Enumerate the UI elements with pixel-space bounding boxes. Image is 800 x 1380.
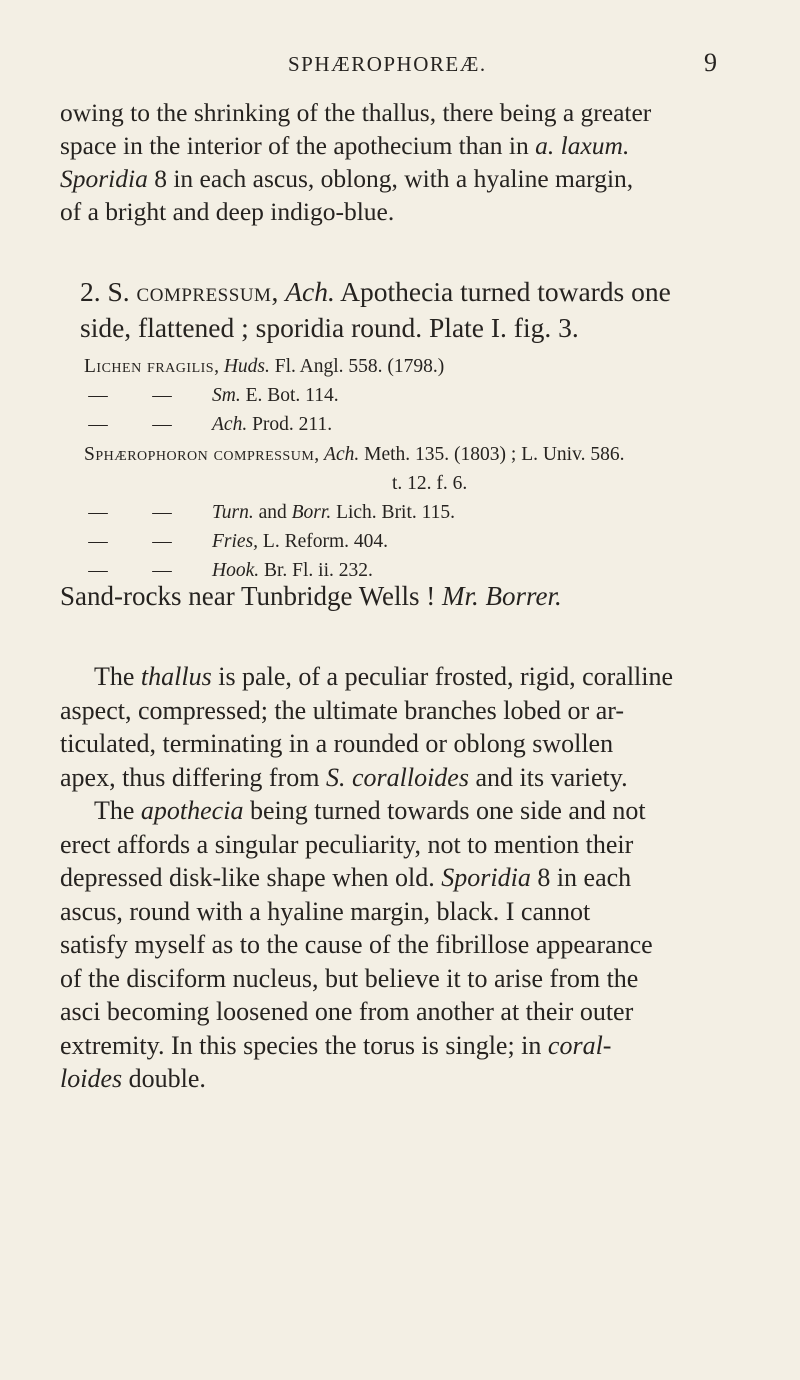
text-line: depressed disk-like shape when old. Sporidia 8 in each: [60, 863, 632, 892]
text-line: loides double.: [60, 1064, 206, 1093]
text-line: ascus, round with a hyaline margin, black. I cannot: [60, 896, 591, 926]
text-line: ticulated, terminating in a rounded or oblong swollen: [60, 729, 614, 758]
species-name: compressum: [136, 276, 272, 307]
author-abbrev: Ach.: [285, 276, 335, 307]
text-line: 2. S. compressum, Ach. Apothecia turned towards one: [80, 276, 671, 307]
text-line: aspect, compressed; the ultimate branches lobed or ar-: [60, 695, 625, 725]
synonym-row: — — Hook. Br. Fl. ii. 232.: [88, 560, 373, 582]
page-number: 9: [704, 48, 717, 77]
description-paragraph: [60, 660, 760, 1096]
text-line: asci becoming loosened one from another at their outer: [60, 997, 634, 1026]
locality-line: Sand-rocks near Tunbridge Wells ! Mr. Borrer.: [60, 581, 562, 611]
synonym-row-continued: t. 12. f. 6.: [392, 472, 468, 494]
text-line: The thallus is pale, of a peculiar frosted, rigid, coralline: [94, 662, 674, 691]
synonym-row: — — Sm. E. Bot. 114.: [88, 385, 339, 407]
synonymy-list: [84, 352, 774, 586]
term-sporidia: Sporidia: [60, 164, 148, 193]
running-head: SPHÆROPHOREÆ.: [288, 52, 487, 76]
variety-name: a. laxum.: [535, 131, 630, 160]
text-line: side, flattened ; sporidia round. Plate I. fig. 3.: [80, 312, 579, 343]
species-entry-heading: [80, 274, 760, 346]
synonym-row: — — Ach. Prod. 211.: [88, 414, 333, 436]
text-line: apex, thus differing from S. coralloides and its variety.: [60, 762, 628, 792]
text-line: satisfy myself as to the cause of the fibrillose appearance: [60, 930, 653, 959]
synonym-row: — — Fries, L. Reform. 404.: [88, 531, 389, 553]
synonym-row: Lichen fragilis, Huds. Fl. Angl. 558. (1798.): [84, 356, 445, 377]
text-line: of a bright and deep indigo-blue.: [60, 197, 395, 226]
text-line: of the disciform nucleus, but believe it to arise from the: [60, 963, 639, 993]
synonym-row: Sphærophoron compressum, Ach. Meth. 135. (1803) ; L. Univ. 586.: [84, 443, 625, 465]
text-line: erect affords a singular peculiarity, not to mention their: [60, 829, 634, 859]
synonym-row: — — Turn. and Borr. Lich. Brit. 115.: [88, 501, 456, 523]
text-line: space in the interior of the apothecium than in a. laxum.: [60, 131, 630, 160]
collector-name: Mr. Borrer.: [442, 581, 562, 611]
intro-paragraph: [60, 96, 760, 228]
text-line: The apothecia being turned towards one side and not: [94, 796, 646, 825]
page-header: [0, 48, 800, 82]
text-line: owing to the shrinking of the thallus, there being a greater: [60, 98, 652, 127]
text-line: extremity. In this species the torus is single; in coral-: [60, 1030, 612, 1060]
text-line: Sporidia 8 in each ascus, oblong, with a hyaline margin,: [60, 164, 634, 193]
